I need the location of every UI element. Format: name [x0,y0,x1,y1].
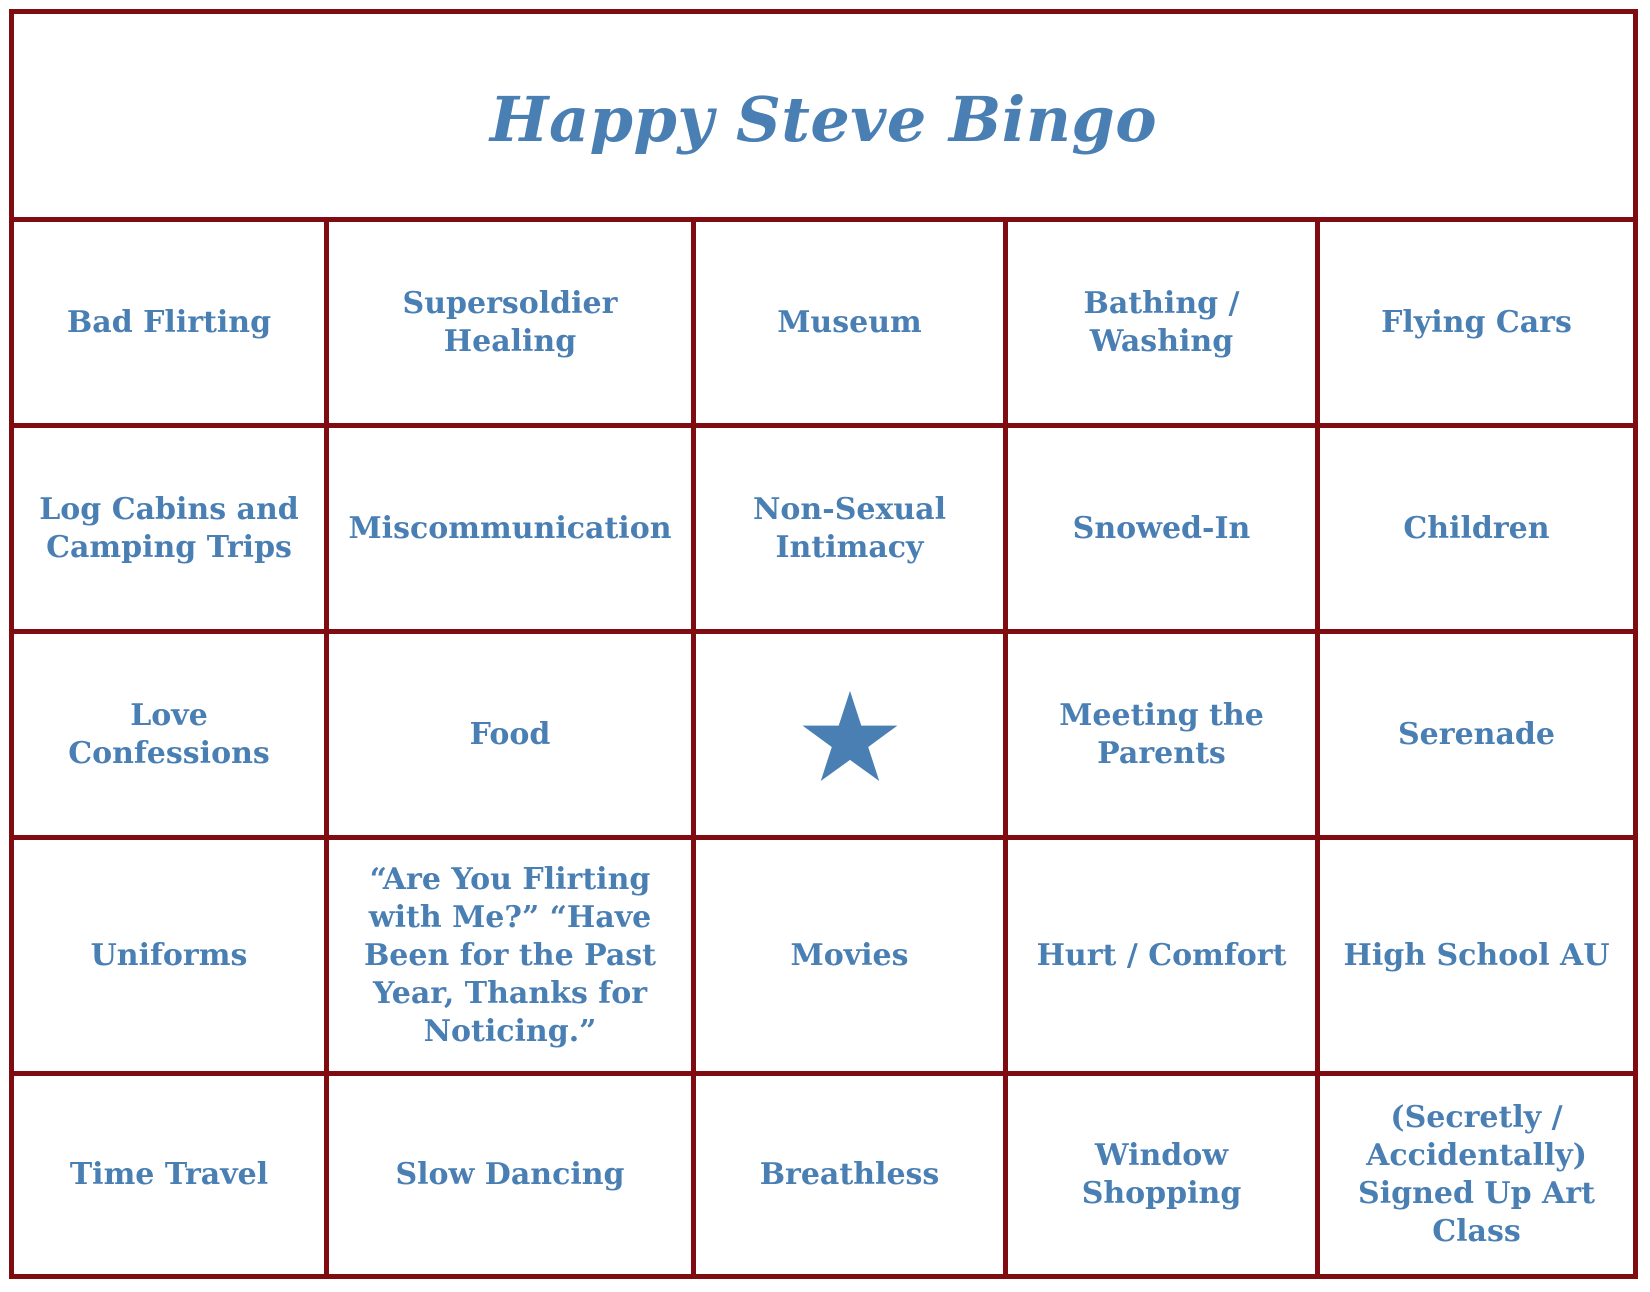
bingo-cell-r1-c3[interactable]: Snowed-In [1008,428,1320,634]
bingo-cell-r4-c1[interactable]: Slow Dancing [329,1076,696,1274]
bingo-cell-r3-c2[interactable]: Movies [696,840,1008,1076]
bingo-cell-r1-c0[interactable]: Log Cabins and Camping Trips [14,428,329,634]
bingo-cell-r2-c3[interactable]: Meeting the Parents [1008,634,1320,840]
board-title: Happy Steve Bingo [489,83,1158,156]
bingo-cell-r3-c3[interactable]: Hurt / Comfort [1008,840,1320,1076]
bingo-cell-r4-c0[interactable]: Time Travel [14,1076,329,1274]
bingo-cell-r4-c4[interactable]: (Secretly / Accidentally) Signed Up Art Class [1358,1100,1595,1249]
bingo-grid [14,222,1633,1274]
bingo-cell-r0-c4[interactable]: Flying Cars [1320,222,1633,428]
bingo-cell-r2-c0[interactable]: Love Confessions [14,634,329,840]
star-icon [802,689,898,781]
bingo-cell-r3-c4[interactable]: High School AU [1320,840,1633,1076]
bingo-cell-r1-c4[interactable]: Children [1320,428,1633,634]
free-space-cell[interactable] [696,634,1008,840]
bingo-cell-r0-c1[interactable]: Supersoldier Healing [329,222,696,428]
bingo-cell-r0-c0[interactable]: Bad Flirting [14,222,329,428]
bingo-cell-r4-c2[interactable]: Breathless [696,1076,1008,1274]
bingo-cell-r1-c2[interactable]: Non-Sexual Intimacy [696,428,1008,634]
bingo-cell-r3-c1[interactable]: “Are You Flirting with Me?” “Have Been for the Past Year, Thanks for Noticing.” [329,840,696,1076]
bingo-cell-r0-c2[interactable]: Museum [696,222,1008,428]
bingo-cell-r4-c3[interactable]: Window Shopping [1008,1076,1320,1274]
bingo-board [9,9,1638,1279]
bingo-cell-r3-c0[interactable]: Uniforms [14,840,329,1076]
bingo-cell-r1-c1[interactable]: Miscommunication [329,428,696,634]
title-row [14,14,1633,222]
bingo-cell-r2-c4[interactable]: Serenade [1320,634,1633,840]
bingo-cell-r2-c1[interactable]: Food [329,634,696,840]
bingo-cell-r0-c3[interactable]: Bathing / Washing [1008,222,1320,428]
